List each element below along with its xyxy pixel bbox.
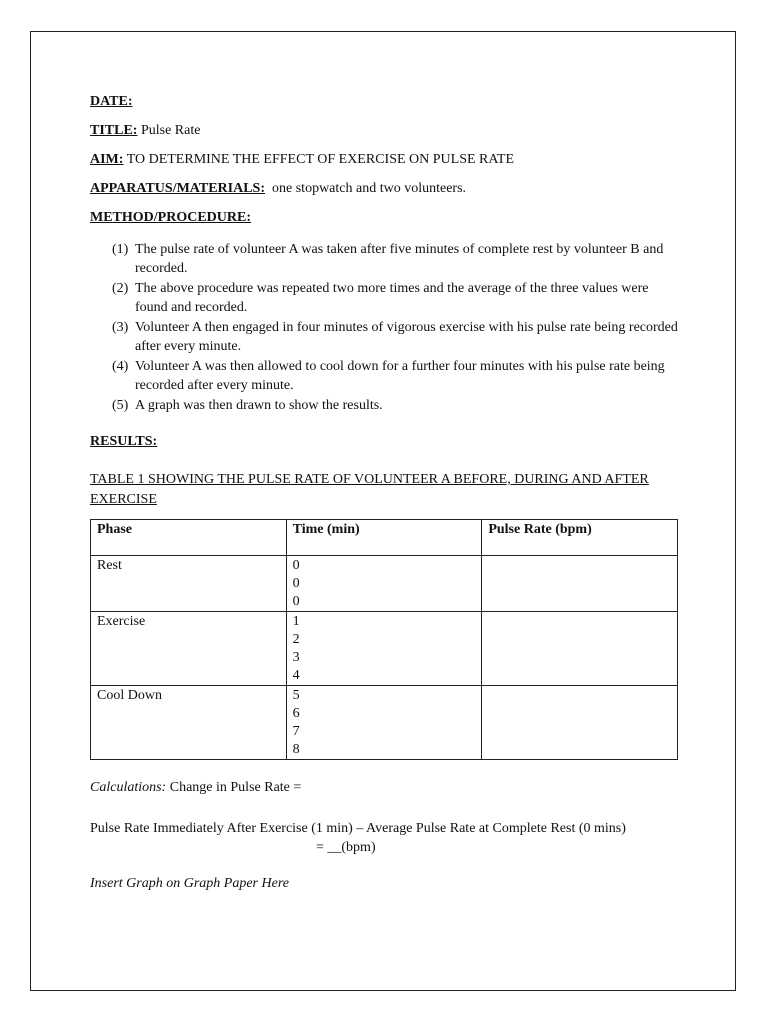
title-line — [90, 122, 680, 140]
results-heading — [90, 433, 680, 451]
title-label: TITLE: — [90, 123, 138, 138]
step-text: The above procedure was repeated two more times and the average of the three values were found and recorded. — [135, 281, 649, 315]
time-value: 4 — [292, 668, 300, 683]
time-value: 0 — [292, 576, 300, 591]
apparatus-label: APPARATUS/MATERIALS: — [90, 181, 266, 196]
time-value: 1 — [292, 614, 300, 629]
procedure-step — [112, 318, 680, 356]
column-header-pulse: Pulse Rate (bpm) — [482, 520, 678, 556]
step-number: (2) — [112, 281, 129, 296]
calculations-text: Change in Pulse Rate = — [169, 780, 302, 795]
column-header-time: Time (min) — [286, 520, 482, 556]
aim-value: TO DETERMINE THE EFFECT OF EXERCISE ON PULSE RATE — [126, 152, 515, 167]
aim-label: AIM: — [90, 152, 124, 167]
calculations-label: Calculations: — [90, 780, 167, 795]
method-label: METHOD/PROCEDURE: — [90, 210, 251, 225]
date-line — [90, 93, 680, 111]
formula-result: = __(bpm) — [316, 840, 376, 855]
table-row — [91, 556, 678, 612]
pulse-cell[interactable] — [482, 556, 678, 612]
phase-cell: Exercise — [91, 612, 287, 686]
date-label: DATE: — [90, 94, 133, 109]
procedure-step — [112, 240, 680, 278]
table-header-row — [91, 520, 678, 556]
time-cell — [286, 686, 482, 760]
results-table — [90, 519, 678, 760]
procedure-step — [112, 279, 680, 317]
step-text: Volunteer A was then allowed to cool down for a further four minutes with his pulse rate being recorded after every minute. — [135, 359, 665, 393]
time-value: 7 — [292, 724, 300, 739]
time-cell — [286, 556, 482, 612]
step-text: The pulse rate of volunteer A was taken after five minutes of complete rest by volunteer B and recorded. — [135, 242, 664, 276]
table-row — [91, 686, 678, 760]
time-value: 6 — [292, 706, 300, 721]
time-value: 0 — [292, 558, 300, 573]
procedure-list — [90, 240, 680, 415]
title-value: Pulse Rate — [140, 123, 201, 138]
results-label: RESULTS: — [90, 434, 158, 449]
table-caption: TABLE 1 SHOWING THE PULSE RATE OF VOLUNTEER A BEFORE, DURING AND AFTER EXERCISE — [90, 472, 649, 507]
phase-cell: Rest — [91, 556, 287, 612]
phase-cell: Cool Down — [91, 686, 287, 760]
formula-text: Pulse Rate Immediately After Exercise (1 min) – Average Pulse Rate at Complete Rest (0 mins) — [90, 821, 626, 836]
calculations-line — [90, 779, 680, 797]
time-value: 3 — [292, 650, 300, 665]
step-number: (4) — [112, 359, 129, 374]
time-value: 0 — [292, 594, 300, 609]
formula-block — [90, 819, 680, 857]
table-row — [91, 612, 678, 686]
graph-note: Insert Graph on Graph Paper Here — [90, 876, 289, 891]
procedure-step — [112, 396, 680, 415]
method-line — [90, 209, 680, 227]
step-number: (1) — [112, 242, 129, 257]
step-text: Volunteer A then engaged in four minutes of vigorous exercise with his pulse rate being recorded after every minute. — [135, 320, 678, 354]
time-value: 5 — [292, 688, 300, 703]
procedure-step — [112, 357, 680, 395]
step-text: A graph was then drawn to show the results. — [135, 398, 383, 413]
apparatus-value: one stopwatch and two volunteers. — [272, 181, 467, 196]
pulse-cell[interactable] — [482, 686, 678, 760]
aim-line — [90, 151, 680, 169]
pulse-cell[interactable] — [482, 612, 678, 686]
column-header-phase: Phase — [91, 520, 287, 556]
step-number: (5) — [112, 398, 129, 413]
time-value: 2 — [292, 632, 300, 647]
document-content — [90, 93, 680, 893]
apparatus-line — [90, 180, 680, 198]
time-cell — [286, 612, 482, 686]
step-number: (3) — [112, 320, 129, 335]
time-value: 8 — [292, 742, 300, 757]
